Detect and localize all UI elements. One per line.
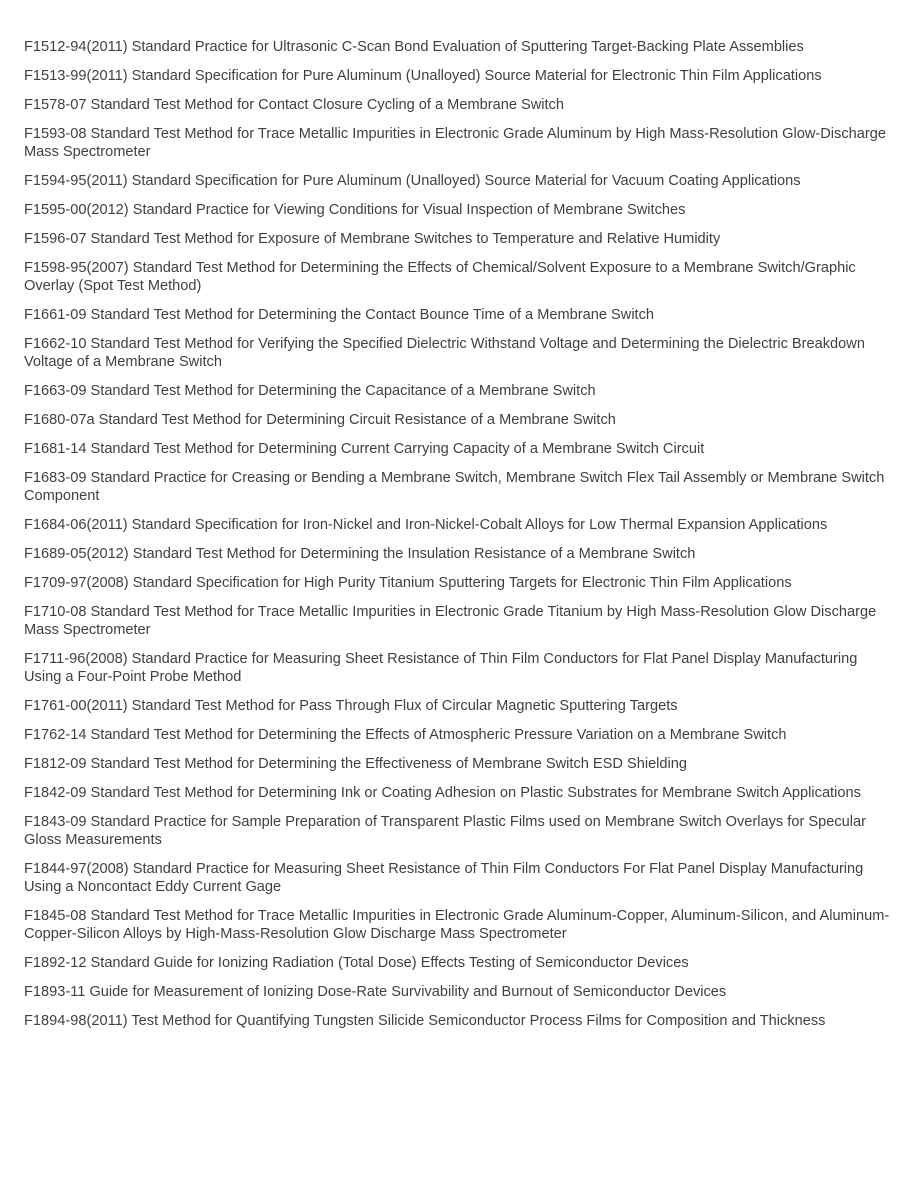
list-item: F1762-14 Standard Test Method for Determining the Effects of Atmospheric Pressure Variation on a Membrane Switch xyxy=(24,727,787,743)
list-item: F1893-11 Guide for Measurement of Ionizing Dose-Rate Survivability and Burnout of Semiconductor Devices xyxy=(24,984,727,1000)
list-item: F1843-09 Standard Practice for Sample Preparation of Transparent Plastic Films used on Membrane Switch Overlays for Specular Gloss Measurements xyxy=(24,814,866,848)
list-item: F1812-09 Standard Test Method for Determining the Effectiveness of Membrane Switch ESD Shielding xyxy=(24,756,688,772)
list-item: F1689-05(2012) Standard Test Method for Determining the Insulation Resistance of a Membrane Switch xyxy=(24,546,696,562)
list-item: F1710-08 Standard Test Method for Trace Metallic Impurities in Electronic Grade Titanium by High Mass-Resolution Glow Discharge Mass Spectrometer xyxy=(24,604,877,638)
list-item: F1683-09 Standard Practice for Creasing or Bending a Membrane Switch, Membrane Switch Flex Tail Assembly or Membrane Switch Component xyxy=(24,470,885,504)
list-item: F1681-14 Standard Test Method for Determining Current Carrying Capacity of a Membrane Switch Circuit xyxy=(24,441,705,457)
list-item: F1761-00(2011) Standard Test Method for Pass Through Flux of Circular Magnetic Sputtering Targets xyxy=(24,698,678,714)
list-item: F1513-99(2011) Standard Specification for Pure Aluminum (Unalloyed) Source Material for Electronic Thin Film Applications xyxy=(24,68,822,84)
list-item: F1595-00(2012) Standard Practice for Viewing Conditions for Visual Inspection of Membrane Switches xyxy=(24,202,686,218)
list-item: F1711-96(2008) Standard Practice for Measuring Sheet Resistance of Thin Film Conductors for Flat Panel Display Manufacturing Using a Four-Point Probe Method xyxy=(24,651,858,685)
list-item: F1596-07 Standard Test Method for Exposure of Membrane Switches to Temperature and Relative Humidity xyxy=(24,231,721,247)
list-item: F1894-98(2011) Test Method for Quantifying Tungsten Silicide Semiconductor Process Films for Composition and Thickness xyxy=(24,1013,826,1029)
list-item: F1892-12 Standard Guide for Ionizing Radiation (Total Dose) Effects Testing of Semiconductor Devices xyxy=(24,955,689,971)
list-item: F1512-94(2011) Standard Practice for Ultrasonic C-Scan Bond Evaluation of Sputtering Target-Backing Plate Assemblies xyxy=(24,39,804,55)
list-item: F1594-95(2011) Standard Specification for Pure Aluminum (Unalloyed) Source Material for Vacuum Coating Applications xyxy=(24,173,801,189)
list-item: F1844-97(2008) Standard Practice for Measuring Sheet Resistance of Thin Film Conductors For Flat Panel Display Manufacturing Using a Noncontact Eddy Current Gage xyxy=(24,861,864,895)
list-item: F1680-07a Standard Test Method for Determining Circuit Resistance of a Membrane Switch xyxy=(24,412,616,428)
list-item: F1598-95(2007) Standard Test Method for Determining the Effects of Chemical/Solvent Exposure to a Membrane Switch/Graphic Overlay (Spot Test Method) xyxy=(24,260,856,294)
list-item: F1662-10 Standard Test Method for Verifying the Specified Dielectric Withstand Voltage and Determining the Dielectric Breakdown Voltage of a Membrane Switch xyxy=(24,336,865,370)
list-item: F1684-06(2011) Standard Specification for Iron-Nickel and Iron-Nickel-Cobalt Alloys for Low Thermal Expansion Applications xyxy=(24,517,828,533)
standards-list xyxy=(24,38,894,1041)
list-item: F1842-09 Standard Test Method for Determining Ink or Coating Adhesion on Plastic Substrates for Membrane Switch Applications xyxy=(24,785,861,801)
list-item: F1593-08 Standard Test Method for Trace Metallic Impurities in Electronic Grade Aluminum by High Mass-Resolution Glow-Discharge Mass Spectrometer xyxy=(24,126,886,160)
list-item: F1578-07 Standard Test Method for Contact Closure Cycling of a Membrane Switch xyxy=(24,97,564,113)
list-item: F1663-09 Standard Test Method for Determining the Capacitance of a Membrane Switch xyxy=(24,383,596,399)
list-item: F1661-09 Standard Test Method for Determining the Contact Bounce Time of a Membrane Switch xyxy=(24,307,655,323)
list-item: F1845-08 Standard Test Method for Trace Metallic Impurities in Electronic Grade Aluminum-Copper, Aluminum-Silicon, and Aluminum-Copper-Silicon Alloys by High-Mass-Resolution Glow Discharge Mass Spectrometer xyxy=(24,908,890,942)
list-item: F1709-97(2008) Standard Specification for High Purity Titanium Sputtering Targets for Electronic Thin Film Applications xyxy=(24,575,792,591)
